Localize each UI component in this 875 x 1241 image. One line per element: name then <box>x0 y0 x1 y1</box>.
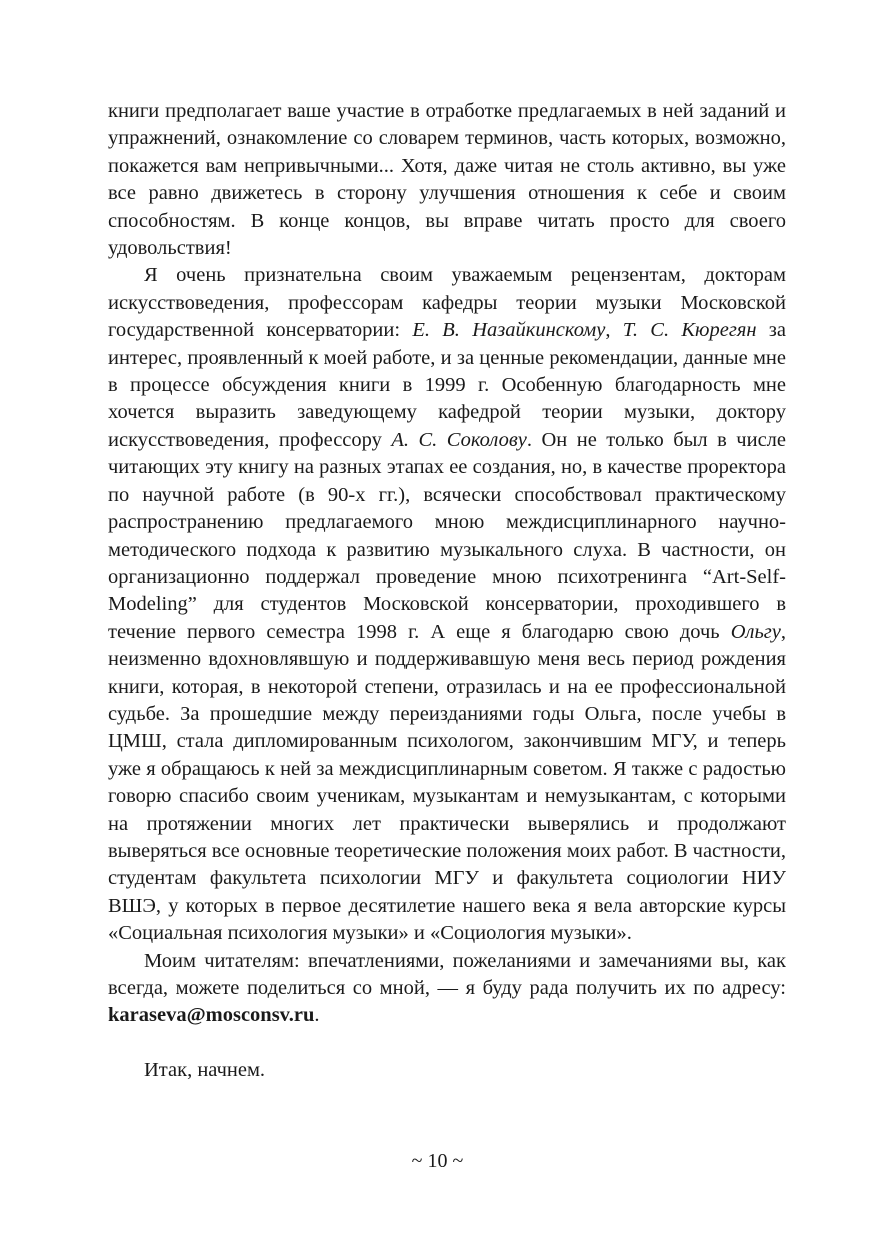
daughter-name: Ольгу <box>730 620 781 643</box>
paragraph-1: книги предполагает ваше участие в отработке предлагаемых в ней заданий и упражнений, ознакомление со словарем терминов, часть которых, возможно, покажется вам непривычными... Хотя, даже читая не столь активно, вы уже все равно движетесь в сторону улучшения отношения к себе и своим способностям. В конце концов, вы вправе читать просто для своего удовольствия! <box>108 100 786 260</box>
readers-text-1: Моим читателям: впечатлениями, пожеланиями и замечаниями вы, как всегда, можете поделиться со мной, — я буду рада получить их по адресу: <box>108 949 786 999</box>
page-number: ~ 10 ~ <box>411 1150 464 1172</box>
ack-text-2: за интерес, проявленный к моей работе, и за ценные рекомендации, данные мне в процессе обсуждения книги в 1999 г. Особенную благодарность мне хочется выразить заведующему кафедрой теории музыки, доктору искусствоведения, профессору <box>108 319 787 451</box>
readers-text-2: . <box>314 1004 320 1027</box>
ack-text-4: , неизменно вдохновлявшую и поддерживавшую меня весь период рождения книги, которая, в некоторой степени, отразилась и на ее профессиональной судьбе. За прошедшие между переизданиями годы Ольга, после учебы в ЦМШ, стала дипломированным психологом, закончившим МГУ, и теперь уже я обращаюсь к ней за междисциплинарным советом. Я также с радостью говорю спасибо своим ученикам, музыкантам и немузыкантам, с которыми на протяжении многих лет практически выверялись и продолжают выверяться все основные теоретические положения моих работ. В частности, студентам факультета психологии МГУ и факультета социологии НИУ ВШЭ, у которых в первое десятилетие нашего века я вела авторские курсы «Социальная психология музыки» и «Социология музыки». <box>108 620 786 945</box>
ack-text-1: Я очень признательна своим уважаемым рецензентам, докторам искусствоведения, профессорам кафедры теории музыки Московской государственной консерватории: <box>108 264 786 342</box>
email-address: karaseva@mosconsv.ru <box>108 1004 315 1027</box>
reviewer-name-2: Т. С. Кюрегян <box>622 319 757 342</box>
paragraph-closing: Итак, начнем. <box>144 1058 266 1081</box>
ack-text-3: . Он не только был в числе читающих эту книгу на разных этапах ее создания, но, в качестве проректора по научной работе (в 90-х гг.), всячески способствовал практическому распространению предлагаемого мною междисциплинарного научно-методического подхода к развитию музыкального слуха. В частности, он организационно поддержал проведение мною психотренинга “Art-Self-Modeling” для студентов Московской консерватории, проходившего в течение первого семестра 1998 г. А еще я благодарю свою дочь <box>108 428 787 643</box>
ack-separator: , <box>605 319 623 342</box>
body-text <box>108 98 786 1084</box>
reviewer-name-1: Е. В. Назайкинскому <box>412 319 606 342</box>
paragraph-acknowledgments <box>108 262 786 947</box>
paragraph-readers <box>108 948 786 1030</box>
professor-name: А. С. Соколову <box>391 428 527 451</box>
